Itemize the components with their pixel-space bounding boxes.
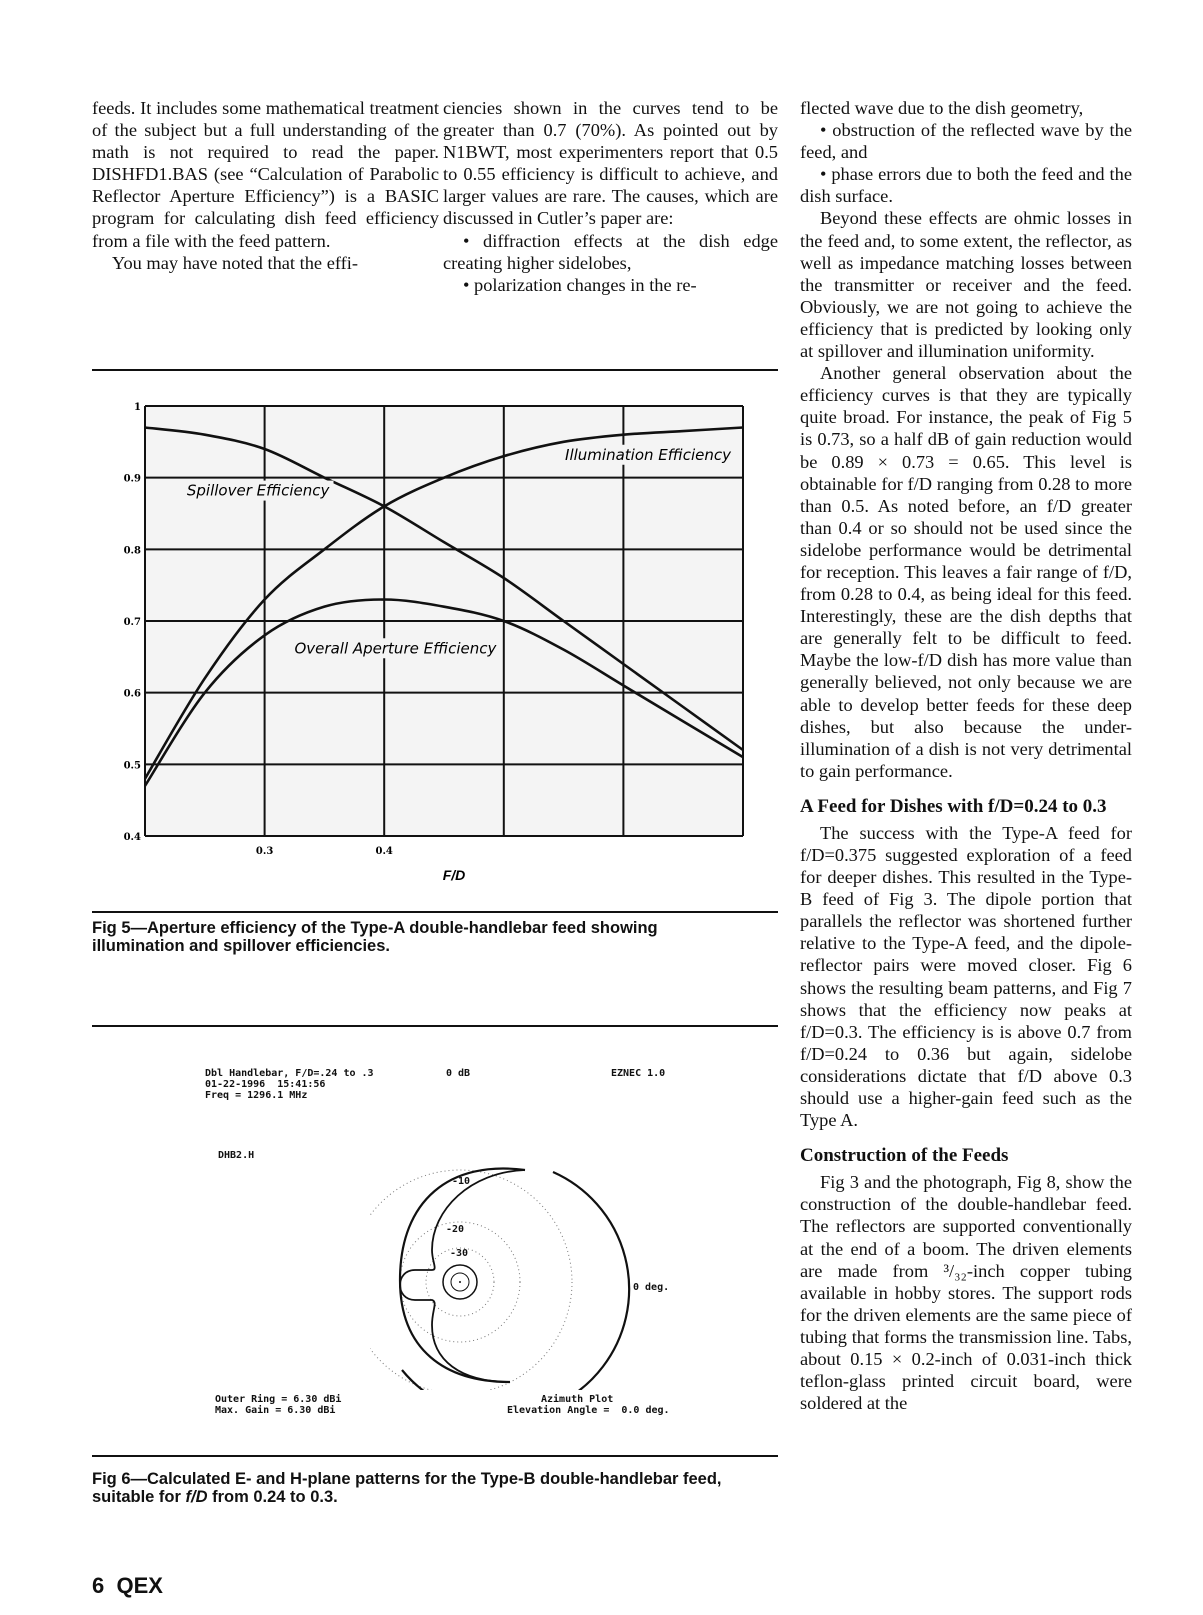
- ring-10db: [370, 1170, 572, 1390]
- paragraph: Another general observation about the efficiency curves is that they are typically quite broad. For instance, the peak of Fig 5 is 0.73, so a half dB of gain reduction would be 0.89 × 0.73 = 0.65. This level is obtainable for f/D ranging from 0.28 to more than 0.5. As noted before, an f/D greater than 0.4 or so should not be used since the sidelobe performance would be detrimental for reception. This leaves a fair range of f/D, from 0.28 to 0.4, as being ideal for this feed. Interestingly, these are the dish depths that are generally felt to be difficult to feed. Maybe the low-f/D dish has more value than generally believed, not only because we are able to develop better feeds for these deep dishes, but also because the under-illumination of a dish is not very detrimental to gain performance.: [800, 363, 1132, 781]
- series-annotation: Spillover Efficiency: [186, 481, 330, 500]
- journal-name: QEX: [116, 1573, 163, 1598]
- ring-label: -30: [450, 1248, 469, 1259]
- column-1: [92, 97, 439, 274]
- fig6-caption-italic: f/D: [185, 1488, 208, 1506]
- section-heading: Construction of the Feeds: [800, 1145, 1009, 1167]
- paragraph: Beyond these effects are ohmic losses in the feed and, to some extent, the reflector, as well as impedance matching losses between the transmitter or receiver and the feed. Obviously, we are not going to achieve the efficiency that is predicted by looking only at spillover and illumination uniformity.: [800, 208, 1132, 362]
- page-footer: [92, 1573, 163, 1599]
- x-tick-label: 0.4: [375, 846, 393, 857]
- fig6-header-line: 01-22-1996 15:41:56: [205, 1079, 326, 1090]
- fig6-caption-text: from 0.24 to 0.3.: [207, 1488, 338, 1506]
- figure-bottom-rule: [92, 1455, 778, 1457]
- y-tick-label: 0.6: [123, 688, 141, 700]
- fig6-header-line: Freq = 1296.1 MHz: [205, 1090, 308, 1101]
- fig6-footer-line: Azimuth Plot: [541, 1394, 614, 1405]
- y-tick-label: 0.9: [123, 473, 141, 485]
- polar-pattern: [370, 1120, 670, 1390]
- fig5-caption: Fig 5—Aperture efficiency of the Type-A double-handlebar feed showing illumination and spillover efficiencies.: [92, 919, 658, 955]
- page-number: 6: [92, 1573, 105, 1598]
- y-tick-label: 0.7: [123, 617, 141, 628]
- fig6-caption: [92, 1470, 772, 1506]
- paragraph: flected wave due to the dish geometry,: [800, 98, 1084, 118]
- ring-label: -10: [452, 1176, 471, 1187]
- fig6-zero-db-label: 0 dB: [446, 1068, 471, 1079]
- y-tick-label: 0.4: [123, 832, 141, 843]
- figure-bottom-rule: [92, 911, 778, 913]
- fig5-efficiency-chart: [112, 392, 762, 892]
- figure-top-rule: [92, 1025, 778, 1027]
- figure-top-rule: [92, 369, 778, 371]
- paragraph: Fig 3 and the photograph, Fig 8, show the construction of the double-handlebar feed. The reflectors are supported conventionally at the end of a boom. The driven elements are made from ³/₃₂-inch copper tubing available in hobby stores. The support rods for the driven elements are the same piece of tubing that forms the transmission line. Tabs, about 0.15 × 0.2-inch of 0.031-inch thick teflon-glass printed circuit board, were soldered at the: [800, 1172, 1132, 1414]
- center-dot: [459, 1281, 461, 1283]
- inner-ring: [443, 1265, 477, 1299]
- ring-20db: [400, 1222, 520, 1342]
- h-plane-inner-pattern: [400, 1170, 525, 1382]
- fig6-footer-line: Outer Ring = 6.30 dBi: [215, 1394, 342, 1405]
- paragraph: ciencies shown in the curves tend to be greater than 0.7 (70%). As pointed out by N1BWT, most experimenters report that 0.5 to 0.55 efficiency is difficult to achieve, and larger values are rare. The causes, which are discussed in Cutler’s paper are:: [443, 98, 778, 229]
- e-plane-pattern: [402, 1172, 629, 1390]
- bullet-item: • phase errors due to both the feed and the dish surface.: [800, 164, 1132, 207]
- y-tick-label: 0.8: [123, 545, 141, 557]
- fig6-footer-line: Elevation Angle = 0.0 deg.: [507, 1405, 670, 1416]
- series-annotation: Illumination Efficiency: [565, 445, 732, 464]
- x-axis-label: F/D: [442, 867, 466, 883]
- x-tick-label: 0.3: [255, 846, 274, 857]
- fig6-header-line: Dbl Handlebar, F/D=.24 to .3: [205, 1068, 374, 1079]
- fig6-caption-text: Fig 6—Calculated E- and H-plane patterns for the Type-B double-handlebar feed, suitable for: [92, 1470, 722, 1506]
- series-annotation: Overall Aperture Efficiency: [294, 639, 497, 658]
- bullet-item: • obstruction of the reflected wave by the feed, and: [800, 120, 1132, 163]
- fig6-software-label: EZNEC 1.0: [611, 1068, 666, 1079]
- bullet-item: • polarization changes in the re-: [463, 274, 697, 295]
- h-plane-pattern: [400, 1168, 525, 1382]
- angle-label: 0 deg.: [633, 1282, 670, 1293]
- inner-ring: [451, 1273, 469, 1291]
- ring-30db: [426, 1248, 494, 1316]
- y-tick-label: 0.5: [123, 760, 141, 772]
- bullet-item: • diffraction effects at the dish edge creating higher sidelobes,: [443, 230, 778, 273]
- fig6-footer-line: Max. Gain = 6.30 dBi: [215, 1405, 336, 1416]
- section-heading: A Feed for Dishes with f/D=0.24 to 0.3: [800, 795, 1107, 817]
- paragraph: The success with the Type-A feed for f/D=0.375 suggested exploration of a feed for deeper dishes. This resulted in the Type-B feed of Fig 3. The dipole portion that parallels the reflector was shortened further relative to the Type-A feed, and the dipole-reflector pairs were moved closer. Fig 6 shows the resulting beam patterns, and Fig 7 shows that the efficiency now peaks at f/D=0.3. The efficiency is is above 0.7 from f/D=0.24 to 0.36 but again, sidelobe considerations dictate that f/D above 0.3 should use a higher-gain feed such as the Type A.: [800, 822, 1132, 1131]
- column-3: [800, 97, 1132, 1414]
- y-tick-label: 1: [134, 402, 141, 413]
- fig6-file-label: DHB2.H: [218, 1150, 255, 1161]
- column-2: [443, 97, 778, 296]
- paragraph: You may have noted that the effi-: [112, 252, 359, 273]
- paragraph: feeds. It includes some mathematical treatment of the subject but a full understanding of the math is not required to read the paper. DISHFD1.BAS (see “Calculation of Parabolic Reflector Aperture Efficiency”) is a BASIC program for calculating dish feed efficiency from a file with the feed pattern.: [92, 98, 439, 251]
- ring-label: -20: [446, 1224, 465, 1235]
